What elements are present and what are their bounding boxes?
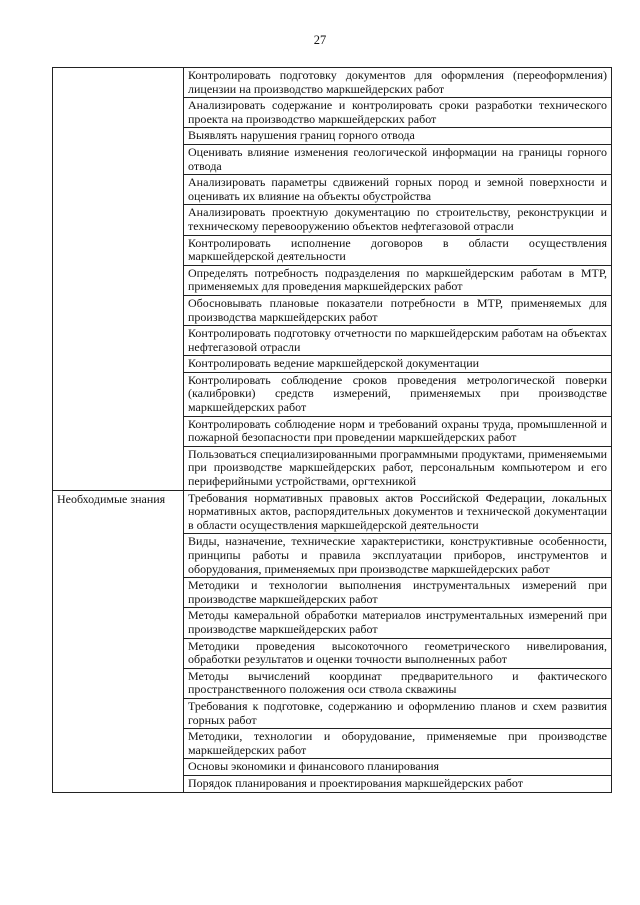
skill-item: Контролировать исполнение договоров в области осуществления маркшейдерской деятельности — [184, 235, 612, 265]
section-label-skills — [53, 68, 184, 491]
knowledge-item: Методики и технологии выполнения инструментальных измерений при производстве маркшейдерских работ — [184, 578, 612, 608]
table-row — [53, 68, 612, 98]
skill-item: Анализировать содержание и контролировать сроки разработки технического проекта на производство маркшейдерских работ — [184, 98, 612, 128]
skill-item: Обосновывать плановые показатели потребности в МТР, применяемых для производства маркшейдерских работ — [184, 295, 612, 325]
table-row — [53, 490, 612, 534]
page-number: 27 — [313, 33, 327, 47]
knowledge-item: Методики проведения высокоточного геометрического нивелирования, обработки результатов и оценки точности выполненных работ — [184, 638, 612, 668]
knowledge-item: Основы экономики и финансового планирования — [184, 759, 612, 776]
skill-item: Контролировать соблюдение сроков проведения метрологической поверки (калибровки) средств измерений, применяемых при производстве маркшейдерских работ — [184, 372, 612, 416]
knowledge-item: Порядок планирования и проектирования маркшейдерских работ — [184, 775, 612, 792]
skill-item: Выявлять нарушения границ горного отвода — [184, 128, 612, 145]
knowledge-item: Требования к подготовке, содержанию и оформлению планов и схем развития горных работ — [184, 698, 612, 728]
skill-item: Анализировать параметры сдвижений горных пород и земной поверхности и оценивать их влияние на объекты обустройства — [184, 175, 612, 205]
section-label-knowledge: Необходимые знания — [53, 490, 184, 792]
knowledge-item: Виды, назначение, технические характеристики, конструктивные особенности, принципы работы и правила эксплуатации приборов, инструментов и оборудования, применяемых при производстве маркшейдерских работ — [184, 534, 612, 578]
skill-item: Пользоваться специализированными программными продуктами, применяемыми при производстве маркшейдерских работ, персональным компьютером и его периферийными устройствами, оргтехникой — [184, 446, 612, 490]
skill-item: Контролировать подготовку документов для оформления (переоформления) лицензии на производство маркшейдерских работ — [184, 68, 612, 98]
skill-item: Определять потребность подразделения по маркшейдерским работам в МТР, применяемых для проведения маркшейдерских работ — [184, 265, 612, 295]
skill-item: Контролировать соблюдение норм и требований охраны труда, промышленной и пожарной безопасности при проведении маркшейдерских работ — [184, 416, 612, 446]
requirements-table — [52, 67, 612, 793]
skill-item: Контролировать подготовку отчетности по маркшейдерским работам на объектах нефтегазовой отрасли — [184, 326, 612, 356]
knowledge-item: Методы камеральной обработки материалов инструментальных измерений при производстве маркшейдерских работ — [184, 608, 612, 638]
knowledge-item: Методики, технологии и оборудование, применяемые при производстве маркшейдерских работ — [184, 729, 612, 759]
knowledge-item: Методы вычислений координат предварительного и фактического пространственного положения оси ствола скважины — [184, 668, 612, 698]
skill-item: Оценивать влияние изменения геологической информации на границы горного отвода — [184, 144, 612, 174]
knowledge-item: Требования нормативных правовых актов Российской Федерации, локальных нормативных актов, распорядительных документов и технической документации в области осуществления маркшейдерской деятельности — [184, 490, 612, 534]
skill-item: Контролировать ведение маркшейдерской документации — [184, 356, 612, 373]
skill-item: Анализировать проектную документацию по строительству, реконструкции и техническому перевооружению объектов нефтегазовой отрасли — [184, 205, 612, 235]
